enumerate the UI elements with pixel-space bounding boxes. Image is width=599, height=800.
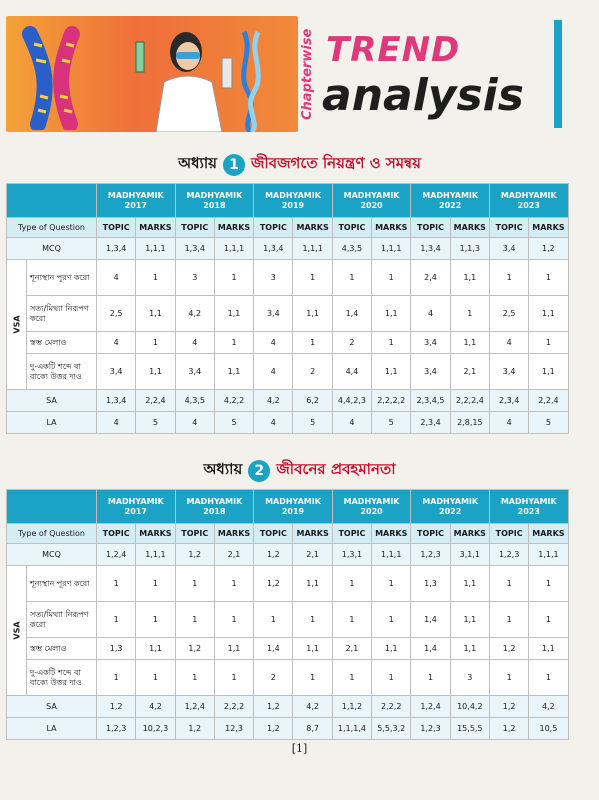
marks-cell: 1,2 bbox=[529, 238, 568, 260]
topic-cell: 1,3,4 bbox=[254, 238, 293, 260]
chapter-title: জীবনের প্রবহমানতা bbox=[276, 460, 396, 478]
marks-cell: 2,8,15 bbox=[450, 412, 489, 434]
topic-cell: 1 bbox=[175, 602, 214, 638]
topic-cell: 4 bbox=[97, 260, 136, 296]
chapterwise-label: Chapterwise bbox=[300, 28, 315, 120]
topic-cell: 4,3,5 bbox=[332, 238, 371, 260]
marks-cell: 10,5 bbox=[529, 718, 568, 740]
topic-cell: 1,2 bbox=[254, 696, 293, 718]
marks-cell: 4,2 bbox=[529, 696, 568, 718]
marks-cell: 2,1 bbox=[450, 354, 489, 390]
topic-cell: 2,3,4,5 bbox=[411, 390, 450, 412]
topic-cell: 1 bbox=[489, 566, 528, 602]
topic-cell: 2,3,4 bbox=[489, 390, 528, 412]
marks-cell: 1 bbox=[293, 660, 332, 696]
marks-header: MARKS bbox=[372, 524, 411, 544]
topic-cell: 1,2,3 bbox=[489, 544, 528, 566]
table-row bbox=[7, 238, 569, 260]
marks-cell: 1,1,3 bbox=[450, 238, 489, 260]
topic-cell: 3,4 bbox=[411, 354, 450, 390]
topic-header: TOPIC bbox=[411, 218, 450, 238]
type-of-question-header: Type of Question bbox=[7, 218, 97, 238]
topic-cell: 3,4 bbox=[489, 354, 528, 390]
chapter-title: জীবজগতে নিয়ন্ত্রণ ও সমন্বয় bbox=[251, 154, 421, 172]
topic-header: TOPIC bbox=[175, 218, 214, 238]
marks-header: MARKS bbox=[529, 218, 568, 238]
marks-cell: 5 bbox=[214, 412, 253, 434]
topic-header: TOPIC bbox=[332, 524, 371, 544]
question-type-label: SA bbox=[7, 390, 97, 412]
topic-cell: 4 bbox=[411, 296, 450, 332]
marks-cell: 1,1 bbox=[136, 354, 175, 390]
marks-cell: 1 bbox=[529, 260, 568, 296]
marks-cell: 1 bbox=[372, 332, 411, 354]
topic-cell: 3,4 bbox=[489, 238, 528, 260]
year-header-row bbox=[7, 184, 569, 218]
topic-cell: 1,2 bbox=[489, 696, 528, 718]
marks-cell: 1,1 bbox=[214, 354, 253, 390]
marks-cell: 2,1 bbox=[214, 544, 253, 566]
marks-cell: 1 bbox=[293, 602, 332, 638]
marks-cell: 1 bbox=[372, 660, 411, 696]
marks-cell: 1,1 bbox=[529, 296, 568, 332]
marks-cell: 1,1,1 bbox=[372, 238, 411, 260]
question-type-label: দু-একটি শব্দে বা বাক্যে উত্তর দাও bbox=[27, 354, 97, 390]
marks-cell: 2,2,4 bbox=[136, 390, 175, 412]
table-row bbox=[7, 566, 569, 602]
marks-cell: 2,2,2 bbox=[372, 696, 411, 718]
topic-cell: 4 bbox=[254, 354, 293, 390]
marks-cell: 3,1,1 bbox=[450, 544, 489, 566]
topic-header: TOPIC bbox=[332, 218, 371, 238]
vsa-group-label bbox=[7, 566, 27, 696]
marks-cell: 1,1 bbox=[293, 638, 332, 660]
marks-cell: 1 bbox=[214, 260, 253, 296]
marks-cell: 12,3 bbox=[214, 718, 253, 740]
table-row bbox=[7, 412, 569, 434]
topic-cell: 1,3,1 bbox=[332, 544, 371, 566]
year-header: MADHYAMIK 2022 bbox=[411, 184, 490, 218]
topic-cell: 4 bbox=[97, 412, 136, 434]
marks-header: MARKS bbox=[450, 218, 489, 238]
topic-cell: 4 bbox=[175, 332, 214, 354]
marks-header: MARKS bbox=[372, 218, 411, 238]
marks-cell: 1,1 bbox=[136, 296, 175, 332]
topic-header: TOPIC bbox=[254, 524, 293, 544]
topic-cell: 2 bbox=[254, 660, 293, 696]
topic-cell: 1,3,4 bbox=[97, 238, 136, 260]
marks-cell: 1,1 bbox=[293, 296, 332, 332]
topic-cell: 1,2 bbox=[175, 544, 214, 566]
marks-cell: 5,5,3,2 bbox=[372, 718, 411, 740]
topic-cell: 1 bbox=[332, 260, 371, 296]
table-row bbox=[7, 354, 569, 390]
marks-cell: 1,1 bbox=[372, 638, 411, 660]
header-blank-cell bbox=[7, 184, 97, 218]
chapter-2-trend-table bbox=[6, 489, 569, 740]
topic-cell: 1 bbox=[489, 602, 528, 638]
topic-cell: 1,1,1,4 bbox=[332, 718, 371, 740]
marks-cell: 10,4,2 bbox=[450, 696, 489, 718]
chapter-1-heading bbox=[0, 152, 599, 177]
topic-cell: 1,3,4 bbox=[411, 238, 450, 260]
topic-cell: 1,2 bbox=[175, 718, 214, 740]
marks-cell: 1 bbox=[214, 566, 253, 602]
topic-cell: 1,4 bbox=[254, 638, 293, 660]
marks-cell: 15,5,5 bbox=[450, 718, 489, 740]
topic-cell: 4,4,2,3 bbox=[332, 390, 371, 412]
marks-cell: 1,1 bbox=[450, 638, 489, 660]
year-header: MADHYAMIK 2019 bbox=[254, 490, 333, 524]
marks-cell: 1 bbox=[372, 566, 411, 602]
subheader-row bbox=[7, 524, 569, 544]
topic-cell: 4,3,5 bbox=[175, 390, 214, 412]
topic-cell: 3,4 bbox=[97, 354, 136, 390]
topic-cell: 1 bbox=[175, 660, 214, 696]
marks-cell: 1 bbox=[136, 260, 175, 296]
marks-cell: 1 bbox=[214, 332, 253, 354]
year-header: MADHYAMIK 2019 bbox=[254, 184, 333, 218]
marks-cell: 2,2,2,4 bbox=[450, 390, 489, 412]
marks-header: MARKS bbox=[450, 524, 489, 544]
topic-cell: 4 bbox=[489, 332, 528, 354]
marks-cell: 1,1 bbox=[529, 354, 568, 390]
topic-cell: 1 bbox=[411, 660, 450, 696]
table-row bbox=[7, 660, 569, 696]
question-type-label: MCQ bbox=[7, 544, 97, 566]
chapter-label: অধ্যায় bbox=[203, 460, 243, 478]
question-type-label: স্তম্ভ মেলাও bbox=[27, 638, 97, 660]
year-header: MADHYAMIK 2023 bbox=[489, 184, 568, 218]
marks-cell: 1,1 bbox=[372, 354, 411, 390]
marks-header: MARKS bbox=[529, 524, 568, 544]
vsa-group-label bbox=[7, 260, 27, 390]
topic-header: TOPIC bbox=[411, 524, 450, 544]
topic-cell: 2,1 bbox=[332, 638, 371, 660]
marks-cell: 2,2,2 bbox=[214, 696, 253, 718]
topic-cell: 3 bbox=[254, 260, 293, 296]
marks-cell: 1 bbox=[136, 660, 175, 696]
marks-cell: 6,2 bbox=[293, 390, 332, 412]
marks-cell: 1,1 bbox=[372, 296, 411, 332]
marks-cell: 3 bbox=[450, 660, 489, 696]
topic-cell: 1,3,4 bbox=[175, 238, 214, 260]
topic-cell: 1,3 bbox=[97, 638, 136, 660]
question-type-label: স্তম্ভ মেলাও bbox=[27, 332, 97, 354]
marks-cell: 1,1 bbox=[450, 602, 489, 638]
marks-cell: 1 bbox=[372, 260, 411, 296]
topic-cell: 1,2 bbox=[175, 638, 214, 660]
topic-header: TOPIC bbox=[489, 524, 528, 544]
scientist-illustration-icon bbox=[126, 22, 276, 132]
marks-cell: 1 bbox=[293, 332, 332, 354]
marks-cell: 1,1 bbox=[214, 296, 253, 332]
marks-cell: 5 bbox=[372, 412, 411, 434]
marks-cell: 1 bbox=[293, 260, 332, 296]
topic-cell: 1 bbox=[97, 566, 136, 602]
topic-cell: 1 bbox=[175, 566, 214, 602]
marks-cell: 1,1 bbox=[293, 566, 332, 602]
marks-cell: 1,1 bbox=[450, 566, 489, 602]
marks-cell: 4,2 bbox=[136, 696, 175, 718]
marks-cell: 1,1 bbox=[450, 332, 489, 354]
topic-cell: 1,2 bbox=[254, 544, 293, 566]
subheader-row bbox=[7, 218, 569, 238]
year-header: MADHYAMIK 2018 bbox=[175, 490, 254, 524]
table-row bbox=[7, 638, 569, 660]
marks-cell: 2,2,2,2 bbox=[372, 390, 411, 412]
marks-cell: 8,7 bbox=[293, 718, 332, 740]
question-type-label: MCQ bbox=[7, 238, 97, 260]
topic-cell: 1 bbox=[489, 260, 528, 296]
marks-header: MARKS bbox=[214, 218, 253, 238]
topic-cell: 1,4 bbox=[411, 602, 450, 638]
topic-cell: 1,2,3 bbox=[97, 718, 136, 740]
topic-header: TOPIC bbox=[489, 218, 528, 238]
year-header: MADHYAMIK 2023 bbox=[489, 490, 568, 524]
topic-cell: 4 bbox=[332, 412, 371, 434]
question-type-label: SA bbox=[7, 696, 97, 718]
type-of-question-header: Type of Question bbox=[7, 524, 97, 544]
topic-cell: 1 bbox=[489, 660, 528, 696]
topic-cell: 1,2 bbox=[489, 638, 528, 660]
topic-cell: 1 bbox=[254, 602, 293, 638]
topic-cell: 1,2 bbox=[489, 718, 528, 740]
topic-cell: 1 bbox=[97, 660, 136, 696]
topic-cell: 1,2 bbox=[97, 696, 136, 718]
marks-cell: 1 bbox=[529, 602, 568, 638]
topic-cell: 1,2,3 bbox=[411, 718, 450, 740]
question-type-label: LA bbox=[7, 718, 97, 740]
marks-cell: 4,2,2 bbox=[214, 390, 253, 412]
topic-cell: 1 bbox=[332, 602, 371, 638]
marks-cell: 5 bbox=[293, 412, 332, 434]
topic-cell: 2 bbox=[332, 332, 371, 354]
topic-cell: 4,2 bbox=[254, 390, 293, 412]
topic-cell: 1,4 bbox=[332, 296, 371, 332]
year-header-row bbox=[7, 490, 569, 524]
marks-cell: 1,1,1 bbox=[136, 544, 175, 566]
question-type-label: শূন্যস্থান পূরণ করো bbox=[27, 260, 97, 296]
topic-cell: 1 bbox=[332, 660, 371, 696]
marks-header: MARKS bbox=[293, 524, 332, 544]
marks-cell: 1,1 bbox=[529, 638, 568, 660]
chapter-number-badge: 1 bbox=[223, 154, 245, 176]
topic-cell: 4 bbox=[254, 332, 293, 354]
marks-cell: 2 bbox=[293, 354, 332, 390]
topic-cell: 4 bbox=[175, 412, 214, 434]
marks-cell: 1 bbox=[136, 602, 175, 638]
year-header: MADHYAMIK 2017 bbox=[97, 490, 176, 524]
topic-cell: 4 bbox=[97, 332, 136, 354]
topic-cell: 3,4 bbox=[175, 354, 214, 390]
chromosome-icon bbox=[20, 26, 90, 130]
year-header: MADHYAMIK 2020 bbox=[332, 490, 411, 524]
header-banner-image bbox=[6, 16, 298, 132]
title-analysis: analysis bbox=[322, 70, 524, 121]
topic-cell: 4,2 bbox=[175, 296, 214, 332]
marks-cell: 1,1,1 bbox=[293, 238, 332, 260]
marks-cell: 1 bbox=[136, 566, 175, 602]
vsa-label-text: VSA bbox=[12, 621, 22, 640]
marks-cell: 1 bbox=[529, 332, 568, 354]
table-row bbox=[7, 260, 569, 296]
chapter-number-badge: 2 bbox=[248, 460, 270, 482]
vsa-label-text: VSA bbox=[12, 315, 22, 334]
marks-cell: 10,2,3 bbox=[136, 718, 175, 740]
header-blank-cell bbox=[7, 490, 97, 524]
topic-cell: 2,4 bbox=[411, 260, 450, 296]
table-row bbox=[7, 602, 569, 638]
question-type-label: দু-একটি শব্দে বা বাক্যে উত্তর দাও bbox=[27, 660, 97, 696]
topic-cell: 3,4 bbox=[254, 296, 293, 332]
marks-cell: 2,2,4 bbox=[529, 390, 568, 412]
topic-cell: 1,2,3 bbox=[411, 544, 450, 566]
chapter-2-heading bbox=[0, 458, 599, 483]
topic-cell: 1,2 bbox=[254, 566, 293, 602]
title-trend: TREND bbox=[326, 30, 461, 70]
marks-cell: 1 bbox=[214, 602, 253, 638]
table-row bbox=[7, 718, 569, 740]
marks-header: MARKS bbox=[136, 218, 175, 238]
topic-cell: 1,4 bbox=[411, 638, 450, 660]
question-type-label: LA bbox=[7, 412, 97, 434]
page-number: [1] bbox=[291, 742, 308, 755]
marks-cell: 1,1,1 bbox=[136, 238, 175, 260]
year-header: MADHYAMIK 2020 bbox=[332, 184, 411, 218]
marks-cell: 4,2 bbox=[293, 696, 332, 718]
year-header: MADHYAMIK 2022 bbox=[411, 490, 490, 524]
topic-cell: 1 bbox=[97, 602, 136, 638]
marks-cell: 1 bbox=[450, 296, 489, 332]
topic-cell: 2,5 bbox=[489, 296, 528, 332]
marks-cell: 1,1 bbox=[136, 638, 175, 660]
topic-cell: 4 bbox=[254, 412, 293, 434]
marks-cell: 2,1 bbox=[293, 544, 332, 566]
table-row bbox=[7, 296, 569, 332]
question-type-label: সত্য/মিথ্যা নিরূপণ করো bbox=[27, 296, 97, 332]
table-row bbox=[7, 696, 569, 718]
question-type-label: শূন্যস্থান পূরণ করো bbox=[27, 566, 97, 602]
year-header: MADHYAMIK 2018 bbox=[175, 184, 254, 218]
topic-header: TOPIC bbox=[97, 524, 136, 544]
topic-cell: 1,2,4 bbox=[411, 696, 450, 718]
topic-cell: 1,2,4 bbox=[175, 696, 214, 718]
topic-cell: 4 bbox=[489, 412, 528, 434]
marks-cell: 1,1,1 bbox=[214, 238, 253, 260]
marks-cell: 1,1,1 bbox=[529, 544, 568, 566]
marks-cell: 1 bbox=[136, 332, 175, 354]
chapter-1-trend-table bbox=[6, 183, 569, 434]
topic-header: TOPIC bbox=[97, 218, 136, 238]
chapter-label: অধ্যায় bbox=[178, 154, 218, 172]
marks-cell: 1 bbox=[529, 660, 568, 696]
accent-bar bbox=[554, 20, 562, 128]
topic-cell: 3,4 bbox=[411, 332, 450, 354]
question-type-label: সত্য/মিথ্যা নিরূপণ করো bbox=[27, 602, 97, 638]
marks-cell: 1 bbox=[529, 566, 568, 602]
topic-cell: 2,3,4 bbox=[411, 412, 450, 434]
topic-cell: 1 bbox=[332, 566, 371, 602]
marks-header: MARKS bbox=[136, 524, 175, 544]
topic-cell: 1,2,4 bbox=[97, 544, 136, 566]
topic-cell: 4,4 bbox=[332, 354, 371, 390]
table-row bbox=[7, 332, 569, 354]
marks-cell: 1,1 bbox=[214, 638, 253, 660]
marks-header: MARKS bbox=[214, 524, 253, 544]
marks-cell: 5 bbox=[136, 412, 175, 434]
marks-cell: 1 bbox=[214, 660, 253, 696]
marks-header: MARKS bbox=[293, 218, 332, 238]
topic-cell: 3 bbox=[175, 260, 214, 296]
table-row bbox=[7, 544, 569, 566]
topic-header: TOPIC bbox=[254, 218, 293, 238]
topic-cell: 1,3,4 bbox=[97, 390, 136, 412]
marks-cell: 5 bbox=[529, 412, 568, 434]
topic-header: TOPIC bbox=[175, 524, 214, 544]
marks-cell: 1 bbox=[372, 602, 411, 638]
marks-cell: 1,1,1 bbox=[372, 544, 411, 566]
topic-cell: 1,2 bbox=[254, 718, 293, 740]
topic-cell: 2,5 bbox=[97, 296, 136, 332]
topic-cell: 1,1,2 bbox=[332, 696, 371, 718]
topic-cell: 1,3 bbox=[411, 566, 450, 602]
year-header: MADHYAMIK 2017 bbox=[97, 184, 176, 218]
table-row bbox=[7, 390, 569, 412]
marks-cell: 1,1 bbox=[450, 260, 489, 296]
